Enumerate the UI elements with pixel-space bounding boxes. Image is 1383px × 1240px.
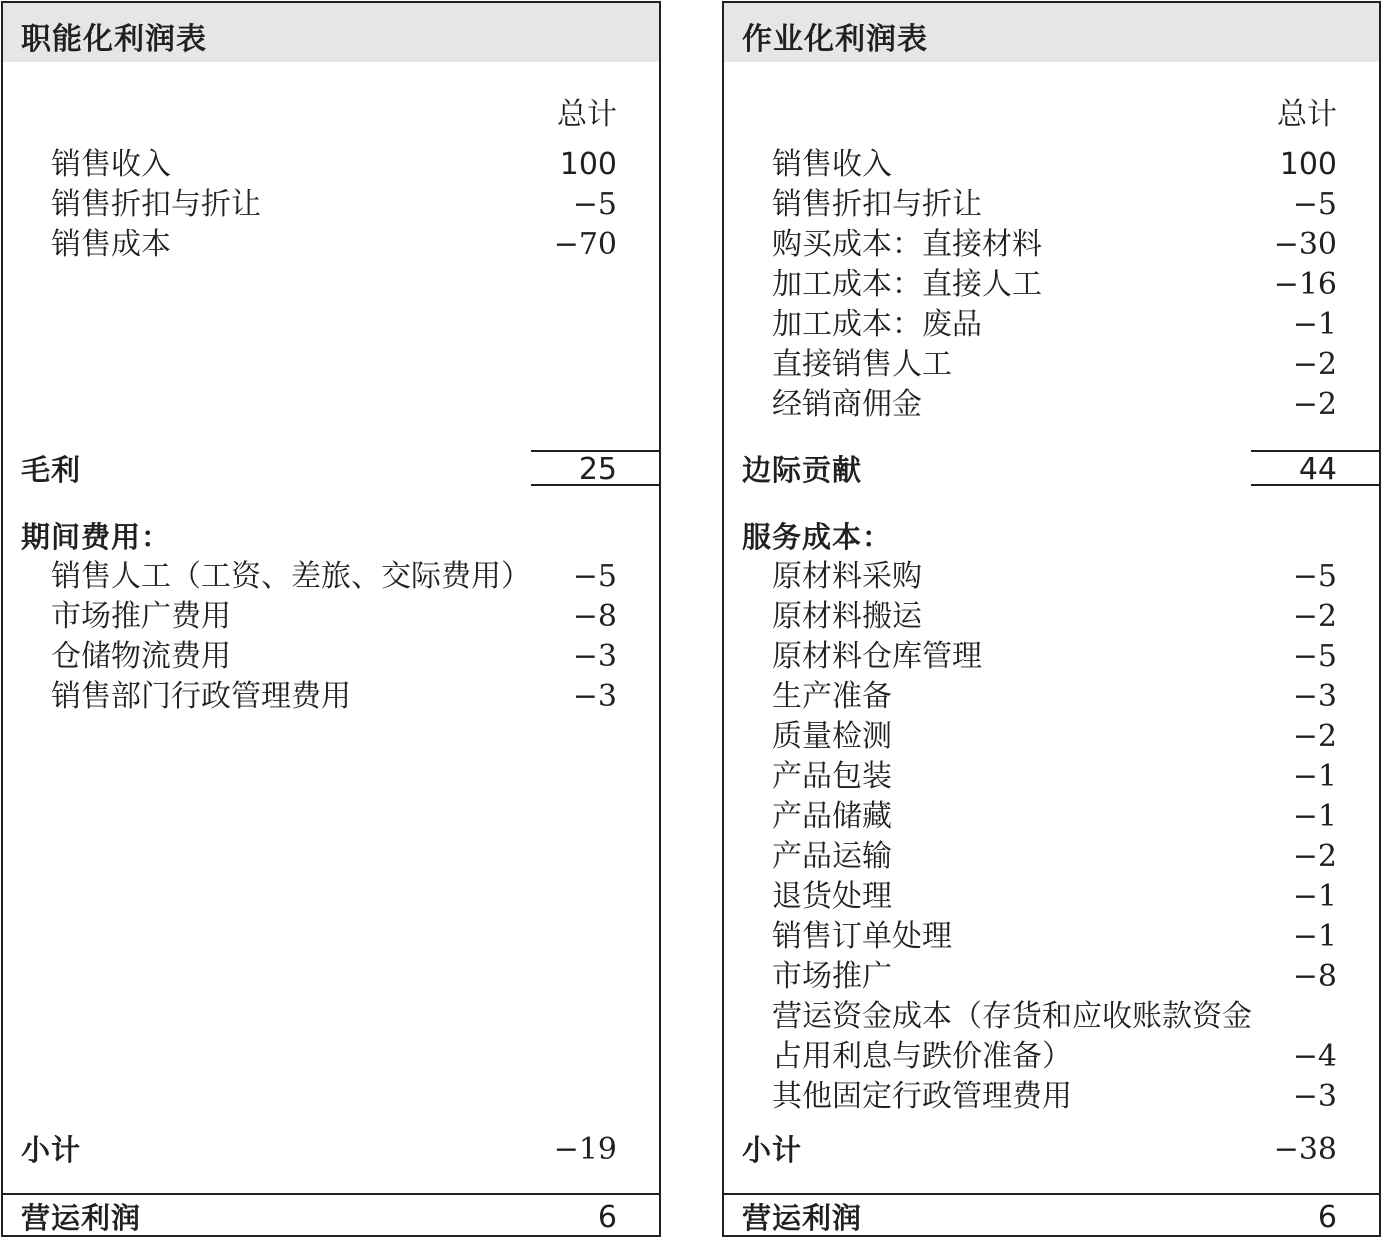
row-label: 质量检测	[772, 719, 892, 754]
row-value: −2	[1292, 599, 1337, 634]
functional-subtotal-value: −19	[553, 1132, 617, 1167]
table-row	[724, 145, 1379, 185]
functional-operating-profit-label: 营运利润	[21, 1201, 142, 1235]
row-label: 产品运输	[772, 839, 892, 874]
row-value: −4	[1292, 1039, 1337, 1074]
row-value: −1	[1292, 919, 1337, 954]
table-row	[3, 677, 659, 717]
row-label: 其他固定行政管理费用	[772, 1079, 1072, 1114]
functional-footer-divider	[3, 1193, 659, 1195]
row-label: 经销商佣金	[772, 387, 922, 422]
row-value: −8	[572, 599, 617, 634]
activity-column-header: 总计	[1277, 97, 1337, 132]
gross-profit-label: 毛利	[21, 453, 82, 487]
row-value: −2	[1292, 839, 1337, 874]
row-label: 占用利息与跌价准备）	[772, 1039, 1072, 1074]
activity-footer-divider	[724, 1193, 1379, 1195]
row-label: 购买成本：直接材料	[772, 227, 1042, 262]
functional-top-rows	[3, 145, 659, 265]
functional-column-header: 总计	[557, 97, 617, 132]
row-value: −30	[1273, 227, 1337, 262]
gross-profit-value: 25	[578, 452, 617, 487]
row-value: −70	[553, 227, 617, 262]
row-value: −1	[1292, 799, 1337, 834]
activity-operating-profit-value: 6	[1317, 1200, 1337, 1235]
table-row	[724, 717, 1379, 757]
table-row	[3, 145, 659, 185]
functional-expense-rows	[3, 557, 659, 717]
row-label: 销售折扣与折让	[772, 187, 982, 222]
row-label: 销售订单处理	[772, 919, 952, 954]
functional-header	[3, 3, 659, 62]
row-label: 产品包装	[772, 759, 892, 794]
row-value: −5	[1292, 559, 1337, 594]
table-row	[724, 957, 1379, 997]
row-label: 仓储物流费用	[51, 639, 231, 674]
row-value: −3	[1292, 1079, 1337, 1114]
row-value: −5	[1292, 187, 1337, 222]
table-row	[724, 385, 1379, 425]
row-value: −5	[1292, 639, 1337, 674]
row-value: −8	[1292, 959, 1337, 994]
table-row	[724, 265, 1379, 305]
table-row	[724, 1077, 1379, 1117]
row-label: 直接销售人工	[772, 347, 952, 382]
table-row	[724, 557, 1379, 597]
contribution-margin-value: 44	[1298, 452, 1337, 487]
activity-header	[724, 3, 1379, 62]
table-row	[3, 597, 659, 637]
row-label: 市场推广费用	[51, 599, 231, 634]
row-value: −3	[572, 639, 617, 674]
table-row	[724, 345, 1379, 385]
table-row	[3, 185, 659, 225]
row-label: 原材料采购	[772, 559, 922, 594]
table-row	[724, 677, 1379, 717]
row-label: 销售部门行政管理费用	[51, 679, 351, 714]
row-label: 产品储藏	[772, 799, 892, 834]
table-row	[724, 305, 1379, 345]
functional-operating-profit-value: 6	[597, 1200, 617, 1235]
table-row	[724, 597, 1379, 637]
table-row	[724, 797, 1379, 837]
functional-subtotal-label: 小计	[21, 1133, 82, 1167]
row-value: −2	[1292, 347, 1337, 382]
row-value: −1	[1292, 759, 1337, 794]
table-row	[724, 185, 1379, 225]
activity-title: 作业化利润表	[742, 22, 928, 57]
contribution-margin-label: 边际贡献	[742, 453, 863, 487]
activity-service-rows	[724, 557, 1379, 1117]
service-costs-label: 服务成本：	[742, 520, 893, 554]
row-value: −2	[1292, 719, 1337, 754]
row-label: 销售收入	[51, 147, 171, 182]
table-row	[724, 637, 1379, 677]
row-value: −3	[572, 679, 617, 714]
row-value: −2	[1292, 387, 1337, 422]
activity-subtotal-value: −38	[1273, 1132, 1337, 1167]
activity-top-rows	[724, 145, 1379, 425]
activity-income-statement	[722, 1, 1381, 1237]
row-label: 销售收入	[772, 147, 892, 182]
table-row	[3, 637, 659, 677]
row-label: 生产准备	[772, 679, 892, 714]
row-value: −5	[572, 559, 617, 594]
row-value: −1	[1292, 307, 1337, 342]
row-label: 营运资金成本（存货和应收账款资金	[772, 999, 1252, 1034]
activity-subtotal-label: 小计	[742, 1133, 803, 1167]
table-row	[724, 917, 1379, 957]
row-label: 市场推广	[772, 959, 892, 994]
table-row	[724, 877, 1379, 917]
row-label: 原材料仓库管理	[772, 639, 982, 674]
row-label: 销售折扣与折让	[51, 187, 261, 222]
table-row	[724, 757, 1379, 797]
table-row	[724, 837, 1379, 877]
period-expenses-label: 期间费用：	[21, 520, 172, 554]
row-label: 加工成本：直接人工	[772, 267, 1042, 302]
row-label: 加工成本：废品	[772, 307, 982, 342]
row-value: −3	[1292, 679, 1337, 714]
table-row	[724, 225, 1379, 265]
activity-operating-profit-label: 营运利润	[742, 1201, 863, 1235]
row-value: 100	[1279, 147, 1337, 182]
functional-income-statement	[1, 1, 661, 1237]
row-label: 销售人工（工资、差旅、交际费用）	[51, 559, 531, 594]
row-label: 退货处理	[772, 879, 892, 914]
row-value: 100	[559, 147, 617, 182]
table-row	[724, 1037, 1379, 1077]
row-label: 销售成本	[51, 227, 171, 262]
table-row	[3, 225, 659, 265]
functional-title: 职能化利润表	[21, 22, 207, 57]
row-value: −1	[1292, 879, 1337, 914]
row-value: −16	[1273, 267, 1337, 302]
row-value: −5	[572, 187, 617, 222]
table-row	[724, 997, 1379, 1037]
table-row	[3, 557, 659, 597]
row-label: 原材料搬运	[772, 599, 922, 634]
